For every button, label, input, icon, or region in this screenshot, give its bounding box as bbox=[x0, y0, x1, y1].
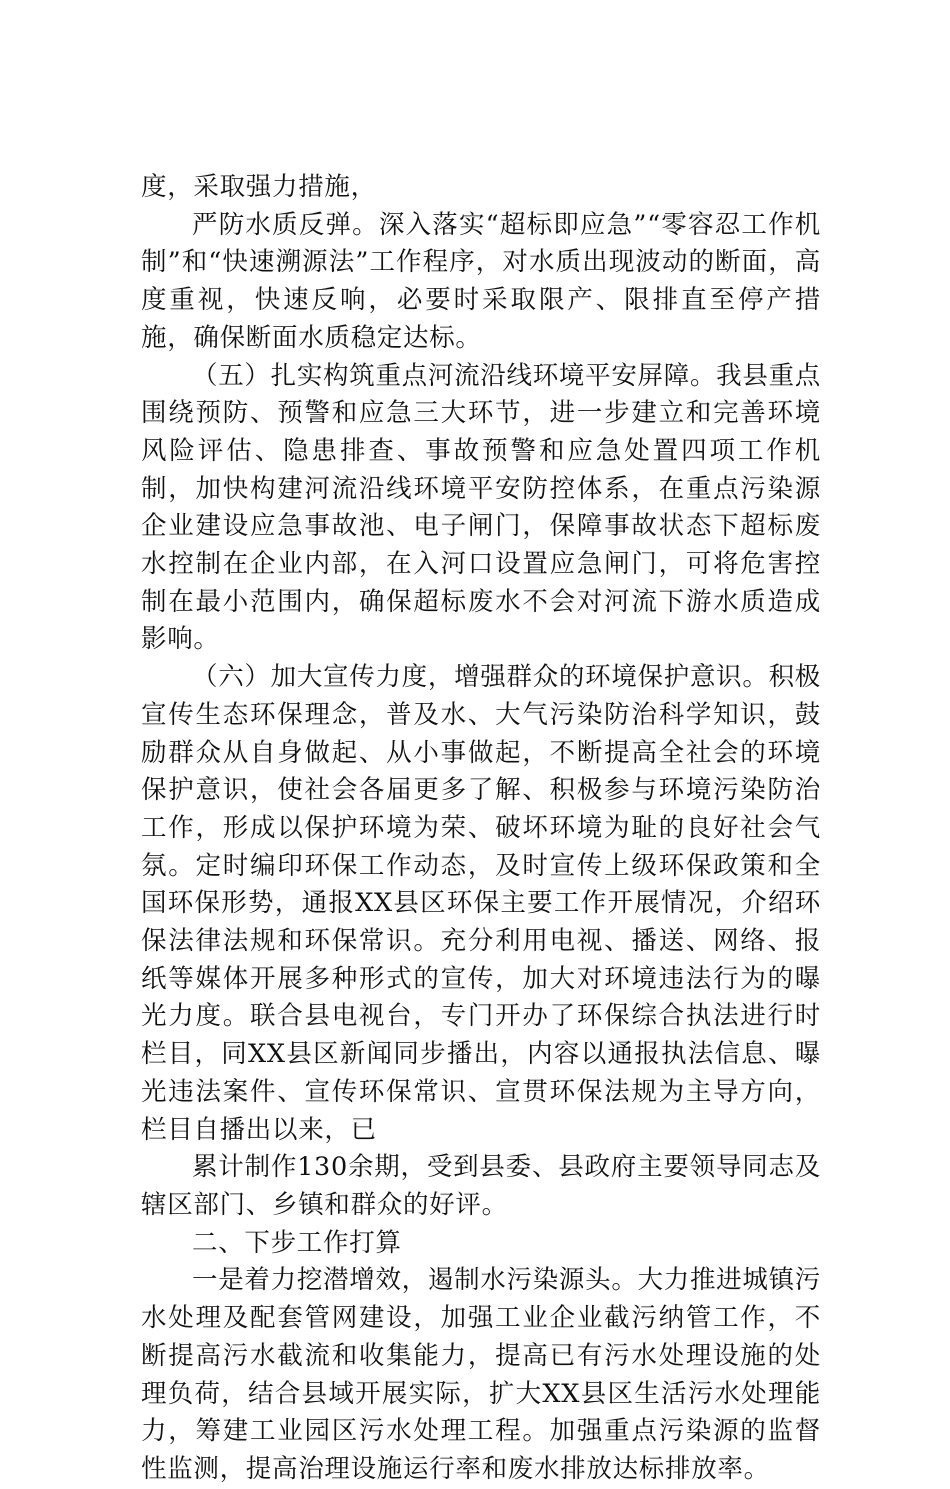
paragraph-broadcast-count: 累计制作130余期，受到县委、县政府主要领导同志及辖区部门、乡镇和群众的好评。 bbox=[141, 1152, 821, 1220]
paragraph-water-quality-rebound: 严防水质反弹。深入落实“超标即应急”“零容忍工作机制”和“快速溯源法”工作程序，对水质出现波动的断面，高度重视，快速反响，必要时采取限产、限排直至停产措施，确保断面水质稳定达标。 bbox=[141, 209, 821, 353]
section-heading-next-steps: 二、下步工作打算 bbox=[192, 1227, 402, 1258]
paragraph-section-five: （五）扎实构筑重点河流沿线环境平安屏障。我县重点围绕预防、预警和应急三大环节，进一步建立和完善环境风险评估、隐患排查、事故预警和应急处置四项工作机制，加快构建河流沿线环境平安防控体系，在重点污染源企业建设应急事故池、电子闸门，保障事故状态下超标废水控制在企业内部，在入河口设置应急闸门，可将危害控制在最小范围内，确保超标废水不会对河流下游水质造成影响。 bbox=[141, 360, 821, 655]
document-body bbox=[141, 169, 821, 1489]
paragraph-continuation: 度，采取强力措施， bbox=[141, 172, 377, 202]
paragraph-section-six: （六）加大宣传力度，增强群众的环境保护意识。积极宣传生态环保理念，普及水、大气污染防治科学知识，鼓励群众从自身做起、从小事做起，不断提高全社会的环境保护意识，使社会各届更多了解、积极参与环境污染防治工作，形成以保护环境为荣、破坏环境为耻的良好社会气氛。定时编印环保工作动态，及时宣传上级环保政策和全国环保形势，通报XX县区环保主要工作开展情况，介绍环保法律法规和环保常识。充分利用电视、播送、网络、报纸等媒体开展多种形式的宣传，加大对环境违法行为的曝光力度。联合县电视台，专门开办了环保综合执法进行时栏目，同XX县区新闻同步播出，内容以通报执法信息、曝光违法案件、宣传环保常识、宣贯环保法规为主导方向，栏目自播出以来，已 bbox=[141, 662, 821, 1145]
paragraph-first-plan: 一是着力挖潜增效，遏制水污染源头。大力推进城镇污水处理及配套管网建设，加强工业企业截污纳管工作，不断提高污水截流和收集能力，提高已有污水处理设施的处理负荷，结合县域开展实际，扩大XX县区生活污水处理能力，筹建工业园区污水处理工程。加强重点污染源的监督性监测，提高治理设施运行率和废水排放达标排放率。 bbox=[141, 1265, 821, 1484]
